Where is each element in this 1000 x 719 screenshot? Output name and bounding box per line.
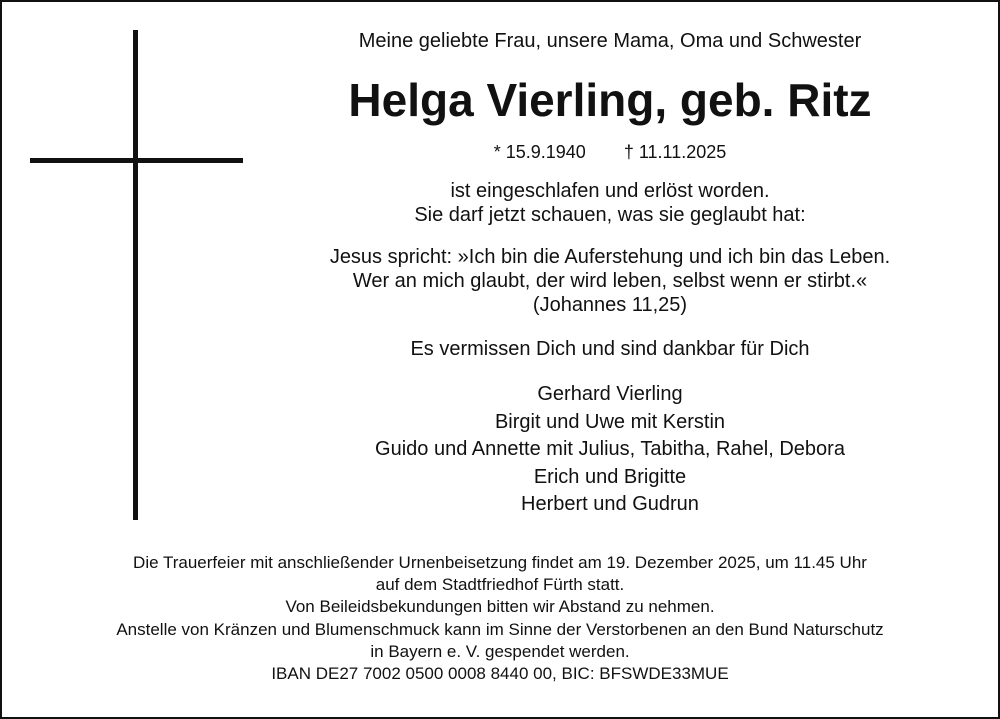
family-member: Herbert und Gudrun (521, 493, 699, 515)
statement-line: Sie darf jetzt schauen, was sie geglaubt hat: (414, 204, 806, 226)
main-text-block (270, 25, 950, 519)
family-member: Erich und Brigitte (533, 465, 687, 488)
deceased-name: Helga Vierling, geb. Ritz (348, 74, 872, 126)
cross-horizontal-bar (30, 158, 243, 163)
family-member: Gerhard Vierling (537, 383, 683, 405)
intro-line: Meine geliebte Frau, unsere Mama, Oma und Schwester (358, 30, 862, 52)
life-dates (270, 141, 950, 163)
bible-quote (270, 245, 950, 317)
quote-line: Wer an mich glaubt, der wird leben, selbst wenn er stirbt.« (352, 270, 868, 292)
quote-line: Jesus spricht: »Ich bin die Auferstehung und ich bin das Leben. (329, 246, 891, 268)
mourning-line: Es vermissen Dich und sind dankbar für Dich (410, 338, 810, 360)
cross-vertical-bar (133, 30, 138, 520)
death-date: † 11.11.2025 (623, 142, 727, 162)
statement-line: ist eingeschlafen und erlöst worden. (450, 180, 770, 202)
birth-date: * 15.9.1940 (493, 142, 586, 162)
family-member: Birgit und Uwe mit Kerstin (494, 410, 726, 433)
family-list (270, 381, 950, 519)
family-member: Guido und Annette mit Julius, Tabitha, Rahel, Debora (375, 438, 845, 460)
details-line: Die Trauerfeier mit anschließender Urnenbeisetzung findet am 19. Dezember 2025, um 11.45 Uhr (133, 553, 867, 572)
bank-details: IBAN DE27 7002 0500 0008 8440 00, BIC: BFSWDE33MUE (271, 664, 729, 684)
statement-block (270, 179, 950, 227)
mourning-block (270, 337, 950, 361)
funeral-details (0, 552, 1000, 685)
quote-reference: (Johannes 11,25) (532, 294, 688, 316)
details-line: Anstelle von Kränzen und Blumenschmuck kann im Sinne der Verstorbenen an den Bund Naturschutz (116, 619, 884, 639)
details-line: auf dem Stadtfriedhof Fürth statt. (375, 575, 625, 595)
details-line: in Bayern e. V. gespendet werden. (370, 641, 630, 661)
details-line: Von Beileidsbekundungen bitten wir Abstand zu nehmen. (285, 597, 715, 617)
